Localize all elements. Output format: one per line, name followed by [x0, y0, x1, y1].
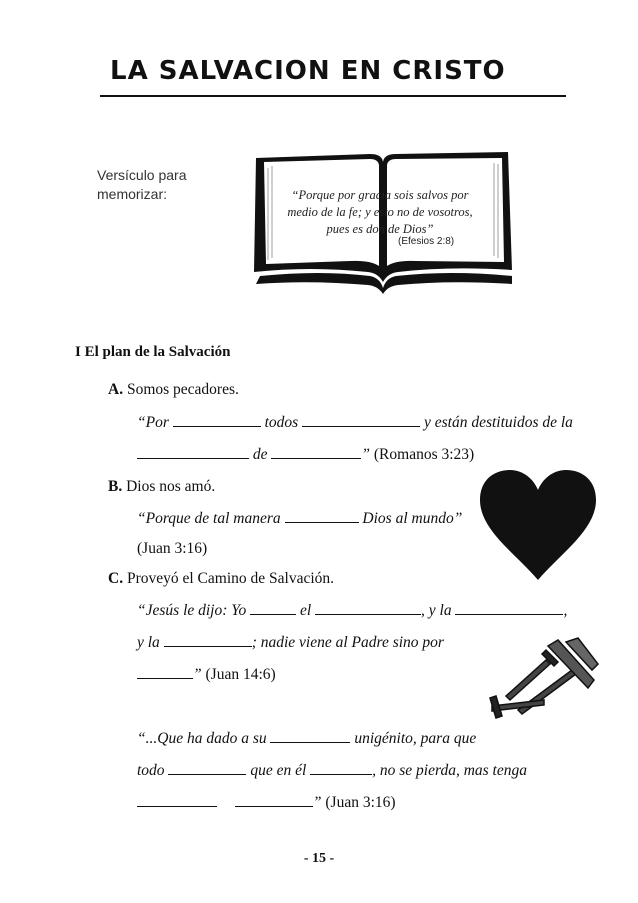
fill-blank[interactable] — [455, 602, 563, 615]
verse-reference: (Efesios 2:8) — [398, 236, 455, 247]
text-fragment: que en él — [250, 762, 307, 779]
point-c-line3 — [137, 666, 276, 684]
point-b-ref: (Juan 3:16) — [137, 540, 208, 557]
point-d-line3 — [137, 794, 396, 812]
text-fragment: ” — [312, 794, 322, 811]
text-fragment: ” — [361, 446, 371, 463]
fill-blank[interactable] — [270, 730, 350, 743]
text-fragment: todo — [137, 762, 165, 779]
text-fragment: Dios al mundo” — [362, 510, 463, 527]
fill-blank[interactable] — [250, 602, 296, 615]
scripture-reference: (Romanos 3:23) — [373, 446, 475, 463]
memorize-label — [97, 166, 187, 204]
memorize-label-line1: Versículo para — [97, 167, 187, 183]
fill-blank[interactable] — [315, 602, 421, 615]
fill-blank[interactable] — [137, 794, 217, 807]
scripture-reference: (Juan 14:6) — [205, 666, 276, 683]
text-fragment: “Jesús le dijo: Yo — [137, 602, 247, 619]
section-heading: I El plan de la Salvación — [75, 344, 231, 360]
scripture-reference: (Juan 3:16) — [325, 794, 396, 811]
point-a-letter: A. — [108, 381, 124, 398]
verse-line1: “Porque por gracia sois salvos por — [291, 188, 469, 202]
memory-verse — [282, 187, 478, 238]
point-c — [108, 570, 334, 588]
page-number: - 15 - — [303, 851, 335, 866]
nails-icon — [488, 636, 600, 728]
text-fragment: ; nadie viene al Padre sino por — [251, 634, 444, 651]
text-fragment: “Por — [137, 414, 169, 431]
memorize-label-line2: memorizar: — [97, 186, 168, 202]
text-fragment: el — [299, 602, 312, 619]
text-fragment: “Porque de tal manera — [137, 510, 281, 527]
verse-line2: medio de la fe; y esto no de vosotros, — [287, 205, 473, 219]
text-fragment: “...Que ha dado a su — [137, 730, 267, 747]
point-a-line2 — [137, 446, 474, 464]
fill-blank[interactable] — [235, 794, 313, 807]
text-fragment: y están destituidos de la — [423, 414, 573, 431]
point-a — [108, 381, 239, 399]
fill-blank[interactable] — [137, 666, 193, 679]
point-c-line1 — [137, 602, 567, 620]
text-fragment: y la — [137, 634, 160, 651]
point-b-text: Dios nos amó. — [126, 478, 216, 495]
text-fragment: de — [252, 446, 268, 463]
fill-blank[interactable] — [137, 446, 249, 459]
verse-line3: pues es don de Dios” — [326, 222, 434, 236]
point-d-line1 — [137, 730, 476, 748]
point-a-line1 — [137, 414, 573, 432]
point-b-line1 — [137, 510, 462, 528]
title-underline — [100, 95, 566, 97]
point-b-letter: B. — [108, 478, 123, 495]
point-c-text: Proveyó el Camino de Salvación. — [126, 570, 335, 587]
page-title: LA SALVACION EN CRISTO — [110, 56, 506, 86]
text-fragment: , y la — [421, 602, 452, 619]
text-fragment: unigénito, para que — [354, 730, 477, 747]
fill-blank[interactable] — [302, 414, 420, 427]
heart-icon — [476, 468, 600, 582]
point-c-line2 — [137, 634, 444, 652]
fill-blank[interactable] — [310, 762, 372, 775]
text-fragment: todos — [264, 414, 299, 431]
fill-blank[interactable] — [271, 446, 361, 459]
fill-blank[interactable] — [168, 762, 246, 775]
text-fragment: , no se pierda, mas tenga — [372, 762, 527, 779]
fill-blank[interactable] — [164, 634, 252, 647]
text-fragment: , — [563, 602, 568, 619]
point-d-line2 — [137, 762, 527, 780]
point-b — [108, 478, 215, 496]
fill-blank[interactable] — [285, 510, 359, 523]
fill-blank[interactable] — [173, 414, 261, 427]
point-c-letter: C. — [108, 570, 124, 587]
point-a-text: Somos pecadores. — [126, 381, 239, 398]
text-fragment: ” — [193, 666, 202, 683]
